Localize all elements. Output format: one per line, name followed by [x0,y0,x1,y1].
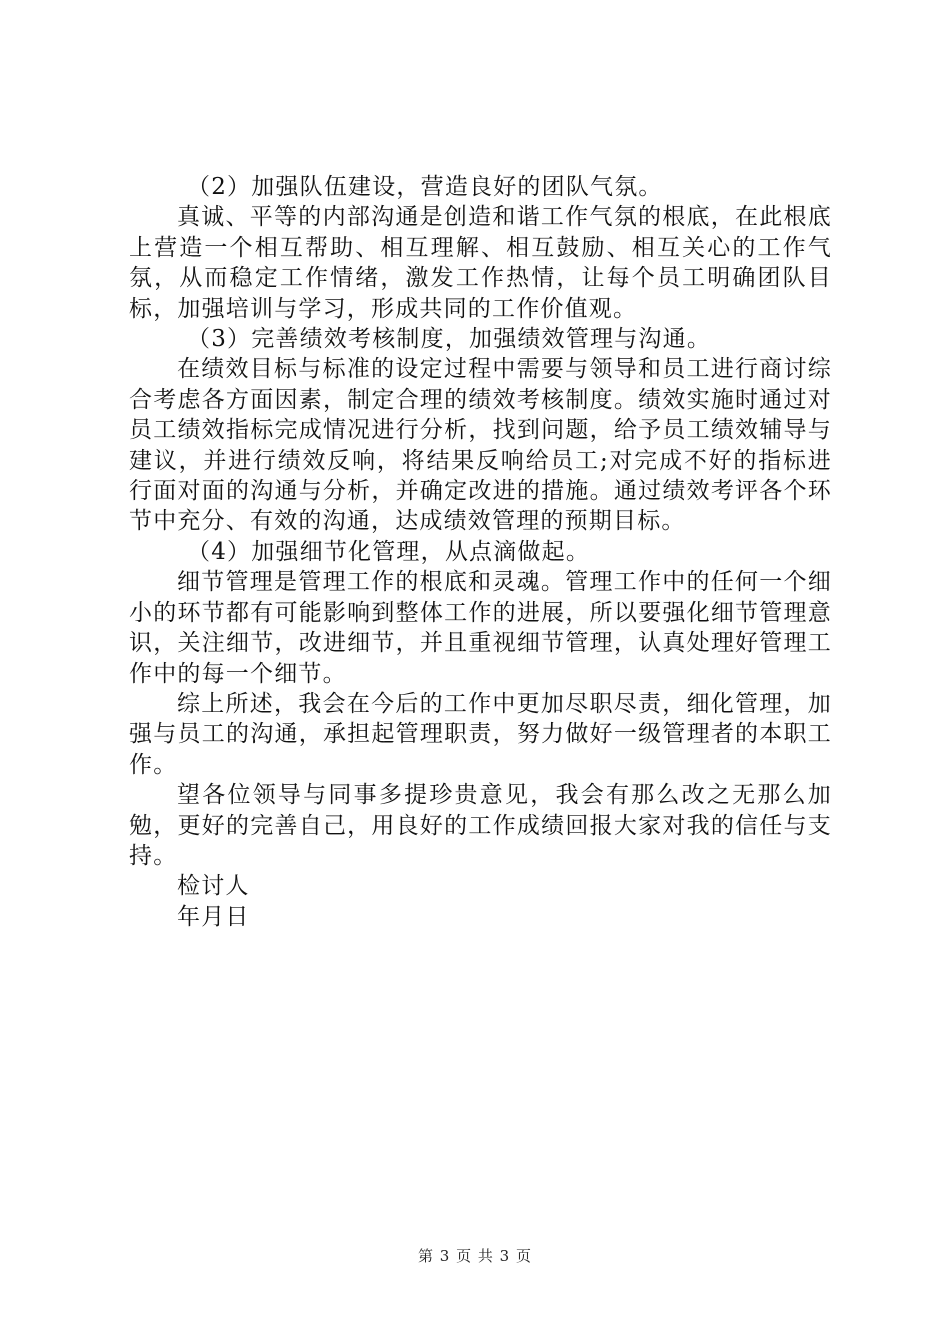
paragraph-detail-management: 细节管理是管理工作的根底和灵魂。管理工作中的任何一个细小的环节都有可能影响到整体工作的进展，所以要强化细节管理意识，关注细节，改进细节，并且重视细节管理，认真处理好管理工作中的每一个细节。 [129,569,832,687]
paragraph-performance-management: 在绩效目标与标准的设定过程中需要与领导和员工进行商讨综合考虑各方面因素，制定合理的绩效考核制度。绩效实施时通过对员工绩效指标完成情况进行分析，找到问题，给予员工绩效辅导与建议，并进行绩效反响，将结果反响给员工;对完成不好的指标进行面对面的沟通与分析，并确定改进的措施。通过绩效考评各个环节中充分、有效的沟通，达成绩效管理的预期目标。 [129,356,832,535]
section-heading-2: （2）加强队伍建设，营造良好的团队气氛。 [187,174,663,200]
page-number-footer: 第 3 页 共 3 页 [418,1247,532,1265]
document-body [129,172,832,932]
signature-label: 检讨人 [177,873,250,900]
section-heading-4: （4）加强细节化管理，从点滴做起。 [187,538,591,565]
paragraph-summary: 综上所述，我会在今后的工作中更加尽职尽责，细化管理，加强与员工的沟通，承担起管理职责，努力做好一级管理者的本职工作。 [129,690,832,778]
paragraph-team-atmosphere: 真诚、平等的内部沟通是创造和谐工作气氛的根底，在此根底上营造一个相互帮助、相互理解、相互鼓励、相互关心的工作气氛，从而稳定工作情绪，激发工作热情，让每个员工明确团队目标，加强培训与学习，形成共同的工作价值观。 [129,204,832,322]
paragraph-closing: 望各位领导与同事多提珍贵意见，我会有那么改之无那么加勉，更好的完善自己，用良好的工作成绩回报大家对我的信任与支持。 [129,782,832,869]
section-heading-3: （3）完善绩效考核制度，加强绩效管理与沟通。 [187,326,712,353]
date-label: 年月日 [177,903,250,930]
